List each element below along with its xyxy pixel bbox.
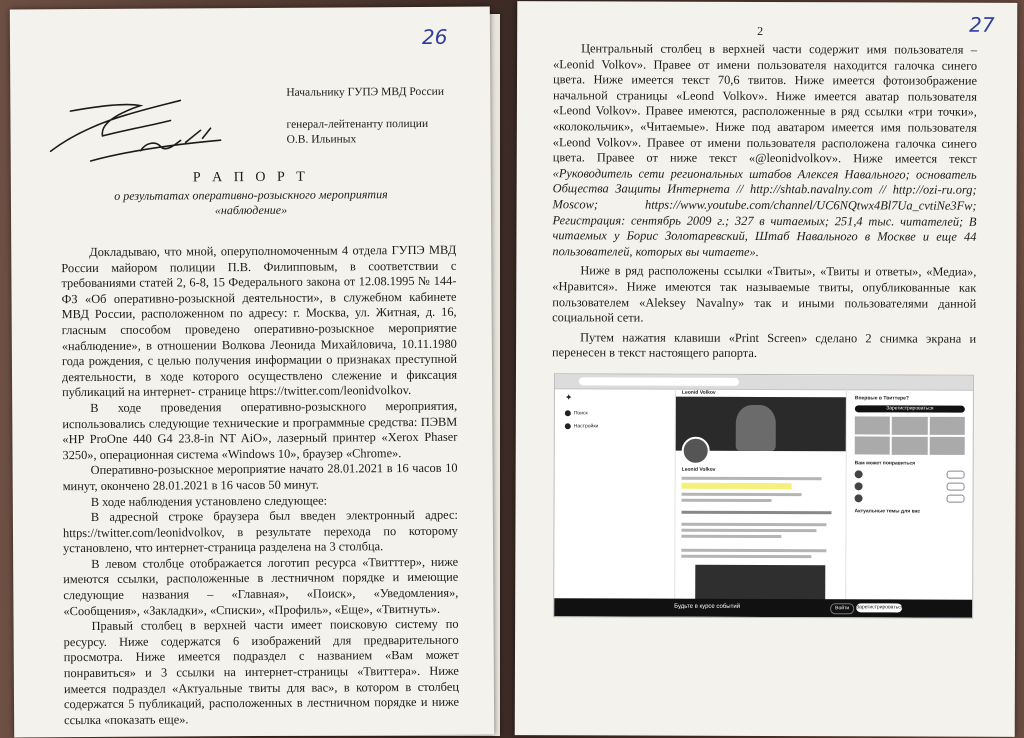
bio-line [682, 499, 772, 502]
thumbnail [892, 416, 927, 434]
handwritten-page-number: 27 [969, 12, 995, 37]
bio-line [682, 477, 822, 480]
trends-heading: Актуальные темы для вас [854, 508, 921, 515]
addressee-line1: Начальнику ГУПЭ МВД России [286, 85, 445, 99]
paragraph: В адресной строке браузера был введен электронный адрес: https://twitter.com/leonidvolkov, в результате перехода по которому установлено, что интернет-страница разделена на 3 столбца. [62, 507, 459, 556]
address-bar [579, 377, 739, 386]
nav-item: Настройки [565, 423, 635, 429]
thumbnail [929, 437, 964, 455]
highlighted-bio-line [682, 483, 792, 489]
follow-button [947, 495, 965, 503]
thumbnail [855, 416, 890, 434]
paragraph: Правый столбец в верхней части имеет поисковую систему по ресурсу. Ниже содержатся 6 изображений для предварительного просмотра. Ниже имеется подраздел с названием «Вам может понравиться» и 3 ссылки на интернет-страницы «Твиттера». Ниже имеется подраздел «Актуальные твиты для вас», в котором в столбец содержатся 5 публикаций, расположенных в лестничном порядке и ниже ссылка «показать еще». [63, 616, 460, 727]
suggested-account [855, 470, 965, 478]
tweet-line [681, 523, 826, 527]
document-title: Р А П О Р Т [192, 169, 309, 186]
thumbnail [855, 436, 890, 454]
paragraph: Докладываю, что мной, оперуполномоченным 4 отдела ГУПЭ МВД России майором полиции П.В. Филипповым, в соответствии с требованиями статей 2, 6-8, 15 Федерального закона от 12.08.1995 № 144-ФЗ «Об оперативно-розыскной деятельности», в служебном кабинете МВД России, расположенном по адресу: г. Москва, ул. Житная, д. 16, гласным способом проведено оперативно-розыскное мероприятие «наблюдение», в отношении Волкова Леонида Михайловича, 10.11.1980 года рождения, с целью получения информации о признаках преступной деятельности, в ходе которого осуществлено слежение и фиксация публикаций на интернет- странице https://twitter.com/leonidvolkov. [61, 242, 458, 400]
right-body-text [552, 41, 977, 366]
handwritten-page-number: 26 [421, 24, 448, 49]
twitter-right-column [854, 395, 964, 514]
media-thumbnails [855, 416, 965, 454]
left-page [10, 7, 494, 738]
avatar [855, 482, 863, 490]
document-subtitle [11, 187, 491, 220]
bio-line [682, 493, 802, 496]
signup-footer [554, 598, 972, 617]
follow-button [947, 483, 965, 491]
footer-text: Будьте в курсе событий [674, 603, 741, 610]
addressee-line3: О.В. Ильиных [286, 133, 357, 146]
signup-button: Зарегистрироваться [855, 405, 965, 412]
avatar [855, 470, 863, 478]
paragraph-plain: Центральный столбец в верхней части содержит имя пользователя – «Leonid Volkov». Правее от имени пользователя находится галочка синего цвета. Ниже имеется текст 70,6 твитов. Ниже имеется фотоизображение начальной страницы «Leond Volkov». Ниже имеется аватар пользователя «Leond Volkov». Правее имеются, расположенные в ряд ссылки «три точки», «колокольчик», «Читаемые». Ниже под аватаром имеется имя пользователя «Leond Volkov». Правее от имени пользователя расположена галочка синего цвета. Правее от ниже текст «@leonidvolkov». Ниже имеется текст [552, 41, 978, 166]
tweet-line [681, 529, 816, 532]
paragraph: В ходе наблюдения установлено следующее: [90, 493, 328, 509]
left-body-text [61, 243, 459, 729]
paragraph-italic-quote: «Руководитель сети региональных штабов Алексея Навального; основатель Общества Защиты Интернета // http://shtab.navalny.com // http://ozi-ru.org; Moscow; https://www.youtube.com/channel/UC6NQtwx4Bl7Ua_cvtiNe3Fw; Регистрация: сентябрь 2009 г.; 327 в читаемых; 251,4 тыс. читателей; В читаемых у Борис Золотаревский, Штаб Навального в Москве и еще 44 пользователей, которых вы читаете». [552, 166, 977, 259]
profile-name-below: Leonid Volkov [681, 466, 716, 473]
thumbnail [929, 417, 964, 435]
paragraph: Ниже в ряд расположены ссылки «Твиты», «Твиты и ответы», «Медиа», «Нравится». Ниже имеются так называемые твиты, опубликованные как пользователем «Aleksey Navalny» так и иными пользователями данной социальной сети. [552, 263, 977, 325]
login-button: Войти [830, 603, 854, 614]
paragraph: В левом столбце отображается логотип ресурса «Твитттер», ниже имеются ссылки, расположенные в лестничном порядке и имеющие следующие названия – «Главная», «Поиск», «Уведомления», «Сообщения», «Закладки», «Списки», «Профиль», «Еще», «Твитнуть». [63, 554, 459, 618]
paragraph [552, 41, 977, 261]
banner-photo [736, 405, 776, 451]
paragraph: В ходе проведения оперативно-розыскного мероприятия, использовались следующие технические и программные средства: ПЭВМ «HP ProOne 440 G4 23.8-in NT AiO», лазерный принтер «Xerox Phaser 3250», операционная система «Windows 10», браузер «Chrome». [62, 398, 458, 462]
suggested-account [855, 482, 965, 490]
nav-item: Поиск [565, 410, 635, 416]
suggested-account [855, 494, 965, 502]
tabs-row [681, 511, 831, 515]
paragraph: Оперативно-розыскное мероприятие начато 28.01.2021 в 16 часов 10 минут, окончено 28.01.2021 в 16 часов 50 минут. [62, 461, 458, 494]
tweet-line [681, 549, 826, 553]
tweet-line [681, 555, 811, 558]
signup-title: Впервые в Твиттере? [854, 395, 909, 402]
signup-button: Зарегистрироваться [856, 604, 904, 611]
search-icon [565, 410, 571, 416]
avatar [855, 494, 863, 502]
subtitle-line2: «наблюдение» [214, 202, 288, 218]
paragraph: Путем нажатия клавиши «Print Screen» сделано 2 снимка экрана и перенесен в текст настоящего рапорта. [552, 330, 977, 361]
twitter-center-column [674, 389, 847, 610]
follow-button [947, 471, 965, 479]
addressee-line2: генерал-лейтенанту полиции [286, 117, 429, 131]
twitter-logo-icon: ✦ [564, 392, 573, 403]
subtitle-line1: о результатах оперативно-розыскного мероприятия [114, 187, 388, 203]
gear-icon [565, 423, 571, 429]
avatar [682, 437, 710, 465]
thumbnail [892, 436, 927, 454]
may-like-heading: Вам может понравиться [854, 460, 916, 467]
tweet-image [695, 565, 825, 601]
printed-page-number: 2 [757, 23, 764, 38]
right-page [515, 1, 1018, 737]
profile-name: Leonid Volkov [681, 389, 716, 396]
twitter-left-nav [565, 392, 635, 436]
tweet-line [681, 535, 781, 538]
embedded-twitter-screenshot [553, 373, 974, 618]
handwritten-signature [30, 80, 231, 176]
